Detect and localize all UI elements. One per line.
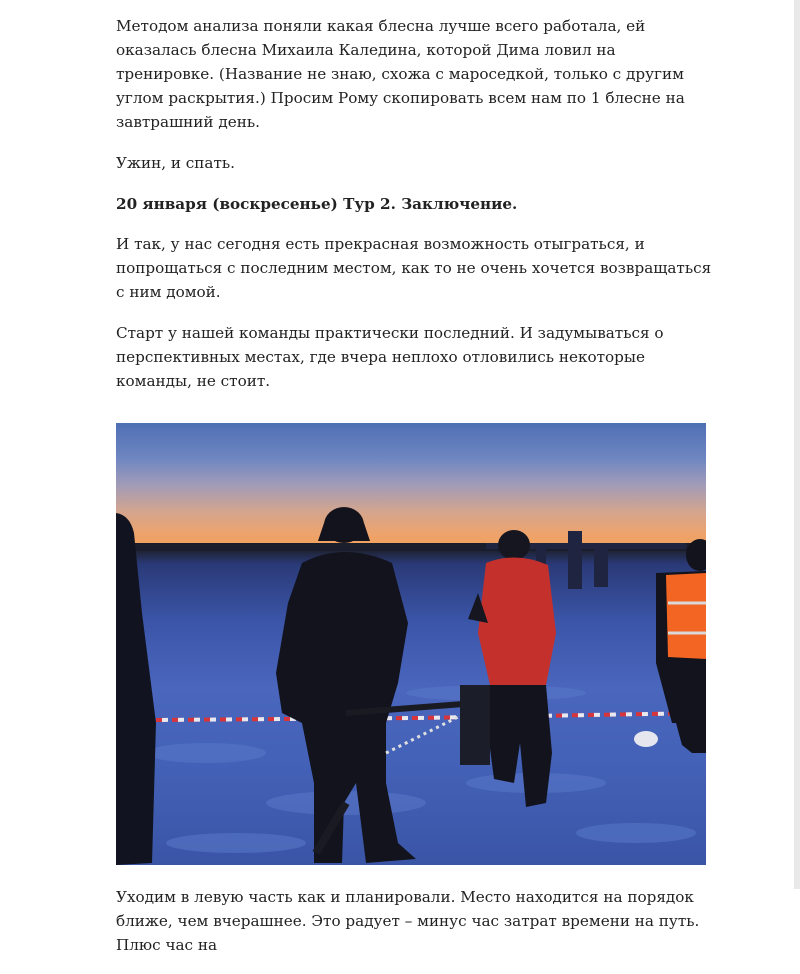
paragraph-opportunity: И так, у нас сегодня есть прекрасная возможность отыграться, и попрощаться с последним местом, как то не очень хочется возвращаться с ним домой. xyxy=(116,235,712,301)
paragraph-dinner: Ужин, и спать. xyxy=(116,154,235,172)
article-photo xyxy=(116,423,706,865)
person-red-jacket xyxy=(468,530,556,807)
paragraph-go-left: Уходим в левую часть как и планировали. Место находится на порядок ближе, чем вчерашнее. Это радует – минус час затрат времени на путь. Плюс час на xyxy=(116,888,700,954)
bucket xyxy=(460,685,490,765)
scrollbar[interactable] xyxy=(794,0,800,889)
photo-illustration xyxy=(116,423,706,865)
article-body xyxy=(116,14,716,974)
section-heading: 20 января (воскресенье) Тур 2. Заключение. xyxy=(116,195,518,213)
person-orange-vest xyxy=(634,539,706,753)
paragraph-start: Старт у нашей команды практически последний. И задумываться о перспективных местах, где вчера неплохо отловились некоторые команды, не стоит. xyxy=(116,324,664,390)
warning-tape xyxy=(156,713,706,720)
paragraph-lure-analysis: Методом анализа поняли какая блесна лучше всего работала, ей оказалась блесна Михаила Каледина, которой Дима ловил на тренировке. (Название не знаю, схожа с мароседкой, только с другим углом раскрытия.) Просим Рому скопировать всем нам по 1 блесне на завтрашний день. xyxy=(116,17,685,131)
person-left-edge xyxy=(116,513,156,865)
